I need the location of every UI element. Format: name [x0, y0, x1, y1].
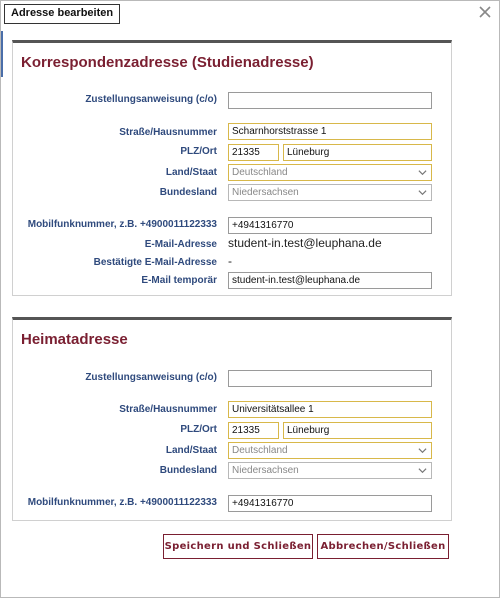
- home-plz-input[interactable]: 21335: [228, 422, 279, 439]
- plz-input[interactable]: 21335: [228, 144, 279, 161]
- chevron-down-icon: [418, 188, 427, 197]
- delivery-label: Zustellungsanweisung (c/o): [85, 94, 217, 105]
- mobile-label: Mobilfunknummer, z.B. +4900011122333: [27, 219, 217, 230]
- country-select[interactable]: [228, 164, 432, 181]
- state-select-value: Niedersachsen: [232, 187, 299, 198]
- close-icon: [477, 4, 493, 20]
- home-heading: Heimatadresse: [21, 331, 128, 348]
- home-state-select-value: Niedersachsen: [232, 465, 299, 476]
- street-input[interactable]: Scharnhorststrasse 1: [228, 123, 432, 140]
- correspondence-address-section: [12, 40, 452, 296]
- home-state-select[interactable]: [228, 462, 432, 479]
- home-mobile-label: Mobilfunknummer, z.B. +4900011122333: [27, 497, 217, 508]
- home-country-select[interactable]: [228, 442, 432, 459]
- home-address-section: [12, 317, 452, 521]
- confirmed-email-label: Bestätigte E-Mail-Adresse: [93, 257, 217, 268]
- plz-label: PLZ/Ort: [180, 146, 217, 157]
- cancel-close-button[interactable]: Abbrechen/Schließen: [317, 534, 449, 559]
- chevron-down-icon: [418, 446, 427, 455]
- country-select-value: Deutschland: [232, 167, 288, 178]
- chevron-down-icon: [418, 466, 427, 475]
- email-value: student-in.test@leuphana.de: [228, 236, 382, 250]
- home-country-select-value: Deutschland: [232, 445, 288, 456]
- city-input[interactable]: Lüneburg: [283, 144, 432, 161]
- state-select[interactable]: [228, 184, 432, 201]
- delivery-input[interactable]: [228, 92, 432, 109]
- temp-email-input[interactable]: student-in.test@leuphana.de: [228, 272, 432, 289]
- home-mobile-input[interactable]: +4941316770: [228, 495, 432, 512]
- correspondence-heading: Korrespondenzadresse (Studienadresse): [21, 54, 314, 71]
- home-delivery-label: Zustellungsanweisung (c/o): [85, 372, 217, 383]
- confirmed-email-value: -: [228, 254, 232, 268]
- temp-email-label: E-Mail temporär: [141, 275, 217, 286]
- save-and-close-button[interactable]: Speichern und Schließen: [163, 534, 313, 559]
- home-delivery-input[interactable]: [228, 370, 432, 387]
- email-label: E-Mail-Adresse: [144, 239, 217, 250]
- home-street-label: Straße/Hausnummer: [119, 404, 217, 415]
- country-label: Land/Staat: [165, 167, 217, 178]
- dialog-title: Adresse bearbeiten: [4, 4, 120, 24]
- home-country-label: Land/Staat: [165, 445, 217, 456]
- mobile-input[interactable]: +4941316770: [228, 217, 432, 234]
- home-city-input[interactable]: Lüneburg: [283, 422, 432, 439]
- chevron-down-icon: [418, 168, 427, 177]
- close-button[interactable]: [477, 4, 493, 20]
- street-label: Straße/Hausnummer: [119, 127, 217, 138]
- state-label: Bundesland: [159, 187, 217, 198]
- home-state-label: Bundesland: [159, 465, 217, 476]
- home-street-input[interactable]: Universitätsallee 1: [228, 401, 432, 418]
- home-plz-label: PLZ/Ort: [180, 424, 217, 435]
- background-edge: [1, 31, 3, 77]
